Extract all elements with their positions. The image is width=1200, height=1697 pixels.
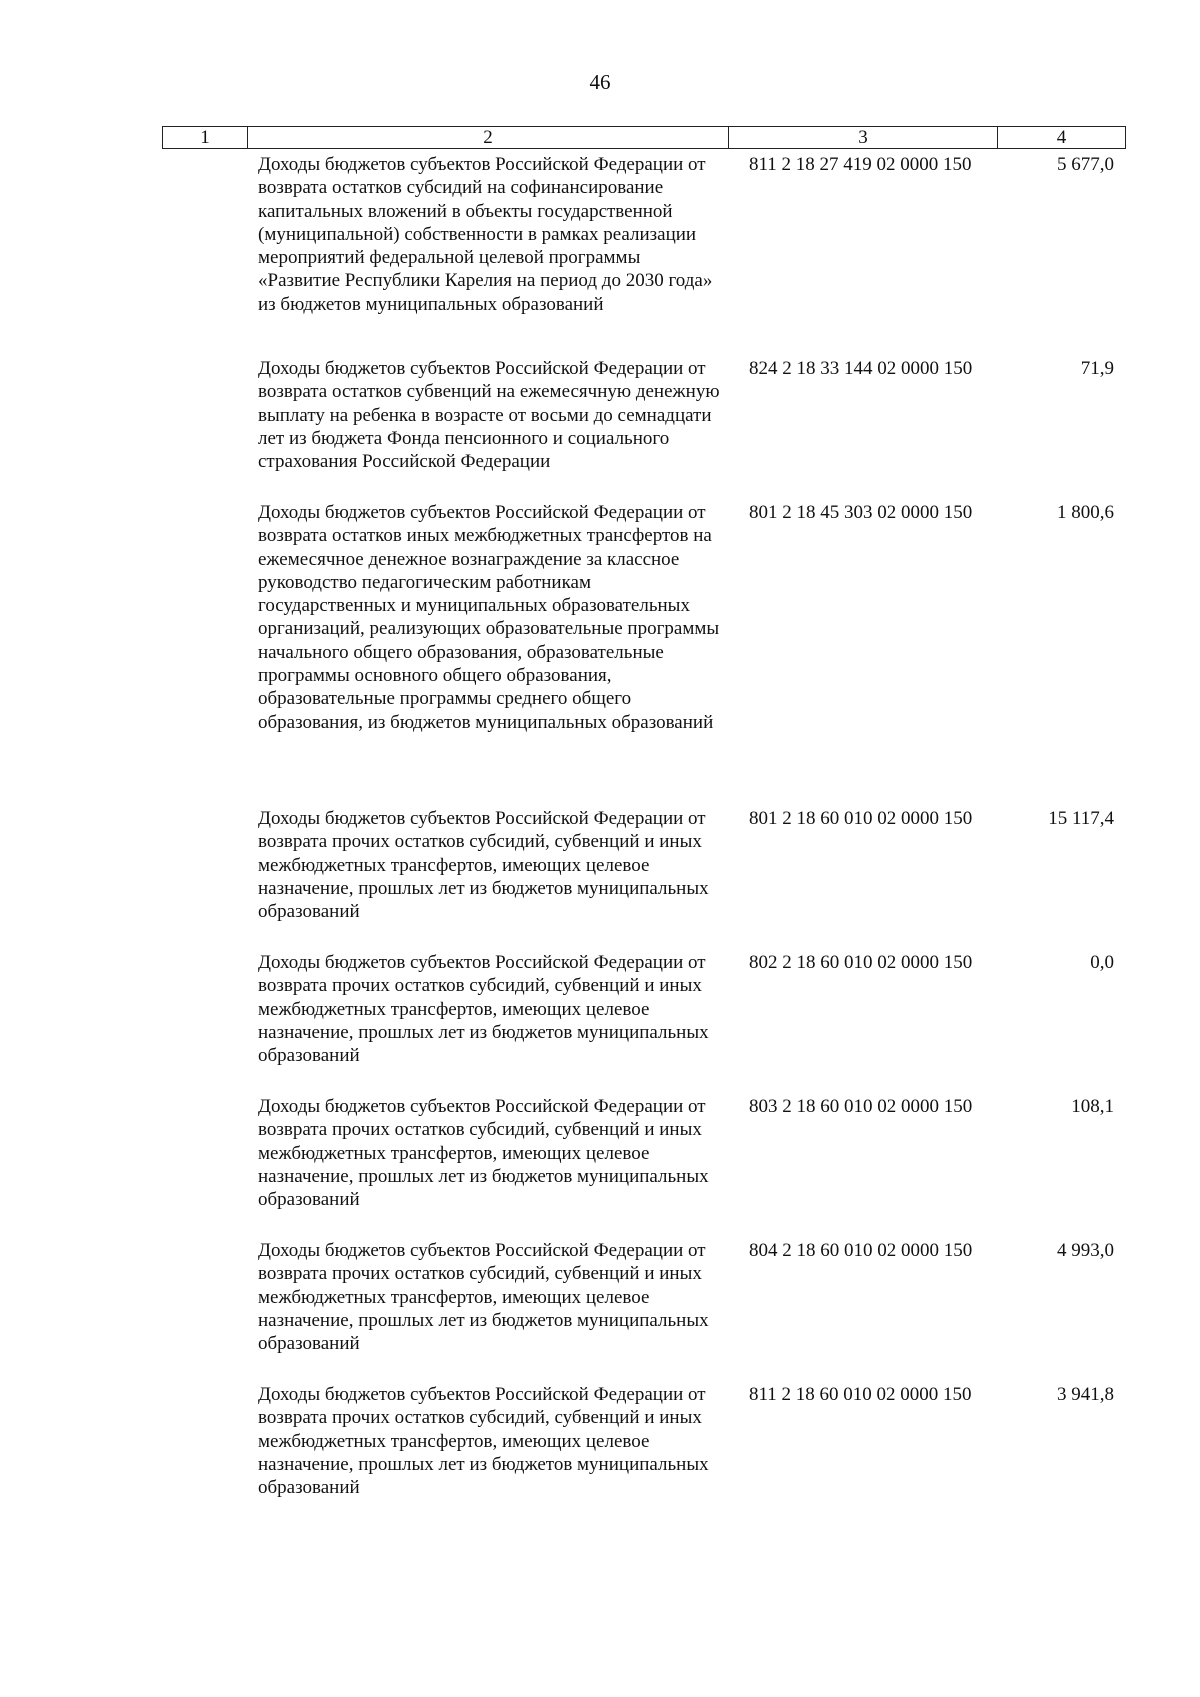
row-code: 802 2 18 60 010 02 0000 150 bbox=[749, 952, 973, 973]
table-row bbox=[0, 1239, 1200, 1383]
row-amount: 108,1 bbox=[1071, 1096, 1114, 1117]
row-description: Доходы бюджетов субъектов Российской Федерации от возврата прочих остатков субсидий, субвенций и иных межбюджетных трансфертов, имеющих целевое назначение, прошлых лет из бюджетов муниципальных образований bbox=[258, 808, 709, 923]
column-header-1: 1 bbox=[163, 127, 248, 149]
row-code: 801 2 18 60 010 02 0000 150 bbox=[749, 808, 973, 829]
table-row bbox=[0, 1095, 1200, 1239]
row-code: 803 2 18 60 010 02 0000 150 bbox=[749, 1096, 973, 1117]
table-row bbox=[0, 357, 1200, 501]
row-code: 811 2 18 27 419 02 0000 150 bbox=[749, 154, 972, 175]
row-code: 811 2 18 60 010 02 0000 150 bbox=[749, 1384, 972, 1405]
row-amount: 0,0 bbox=[1090, 952, 1114, 973]
row-amount: 71,9 bbox=[1080, 358, 1114, 379]
row-description: Доходы бюджетов субъектов Российской Федерации от возврата остатков иных межбюджетных трансфертов на ежемесячное денежное вознаграждение за классное руководство педагогическим работникам государственных и муниципальных образовательных организаций, реализующих образовательные программы начального общего образования, образовательные программы основного общего образования, образовательные программы среднего общего образования, из бюджетов муниципальных образований bbox=[258, 502, 720, 733]
row-description: Доходы бюджетов субъектов Российской Федерации от возврата прочих остатков субсидий, субвенций и иных межбюджетных трансфертов, имеющих целевое назначение, прошлых лет из бюджетов муниципальных образований bbox=[258, 1384, 709, 1499]
row-description: Доходы бюджетов субъектов Российской Федерации от возврата остатков субвенций на ежемесячную денежную выплату на ребенка в возрасте от восьми до семнадцати лет из бюджета Фонда пенсионного и социального страхования Российской Федерации bbox=[258, 358, 720, 473]
row-description: Доходы бюджетов субъектов Российской Федерации от возврата остатков субсидий на софинансирование капитальных вложений в объекты государственной (муниципальной) собственности в рамках реализации мероприятий федеральной целевой программы «Развитие Республики Карелия на период до 2030 года» из бюджетов муниципальных образований bbox=[258, 154, 713, 315]
table-row bbox=[0, 153, 1200, 357]
row-amount: 1 800,6 bbox=[1057, 502, 1114, 523]
column-header-3: 3 bbox=[729, 127, 998, 149]
column-header-table bbox=[162, 126, 1126, 149]
row-amount: 15 117,4 bbox=[1048, 808, 1114, 829]
row-description: Доходы бюджетов субъектов Российской Федерации от возврата прочих остатков субсидий, субвенций и иных межбюджетных трансфертов, имеющих целевое назначение, прошлых лет из бюджетов муниципальных образований bbox=[258, 952, 709, 1067]
row-amount: 4 993,0 bbox=[1057, 1240, 1114, 1261]
column-header-row bbox=[163, 127, 1126, 149]
row-description: Доходы бюджетов субъектов Российской Федерации от возврата прочих остатков субсидий, субвенций и иных межбюджетных трансфертов, имеющих целевое назначение, прошлых лет из бюджетов муниципальных образований bbox=[258, 1096, 709, 1211]
row-code: 804 2 18 60 010 02 0000 150 bbox=[749, 1240, 973, 1261]
row-amount: 5 677,0 bbox=[1057, 154, 1114, 175]
table-row bbox=[0, 807, 1200, 951]
income-rows bbox=[0, 153, 1200, 1527]
row-amount: 3 941,8 bbox=[1057, 1384, 1114, 1405]
column-header-4: 4 bbox=[998, 127, 1126, 149]
row-description: Доходы бюджетов субъектов Российской Федерации от возврата прочих остатков субсидий, субвенций и иных межбюджетных трансфертов, имеющих целевое назначение, прошлых лет из бюджетов муниципальных образований bbox=[258, 1240, 709, 1355]
page-number: 46 bbox=[589, 70, 611, 94]
column-header-2: 2 bbox=[248, 127, 729, 149]
table-row bbox=[0, 501, 1200, 807]
row-code: 801 2 18 45 303 02 0000 150 bbox=[749, 502, 973, 523]
table-row bbox=[0, 951, 1200, 1095]
row-code: 824 2 18 33 144 02 0000 150 bbox=[749, 358, 973, 379]
table-row bbox=[0, 1383, 1200, 1527]
